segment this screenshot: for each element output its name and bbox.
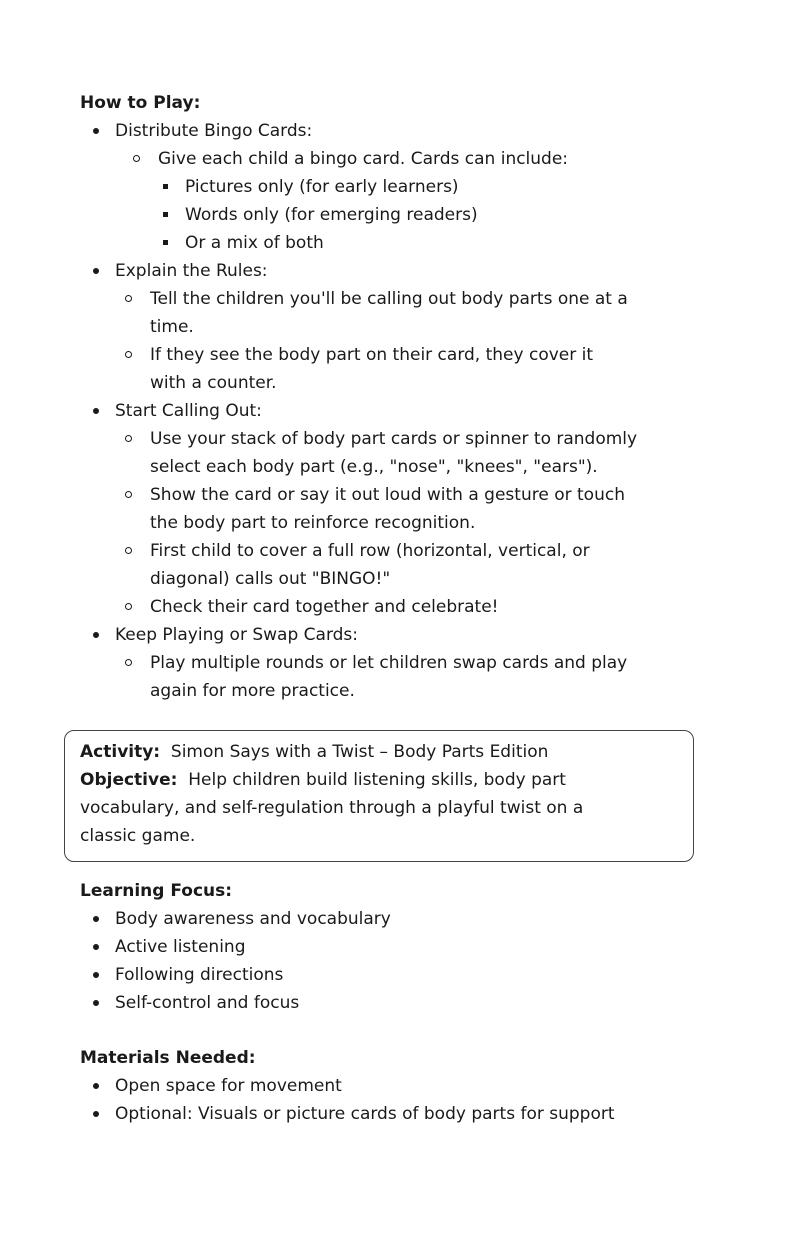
section-bullet: Explain the Rules: — [115, 257, 268, 285]
objective-line: classic game. — [80, 826, 196, 846]
sub-bullet-line: time. — [150, 317, 194, 337]
sub-bullet-line: Give each child a bingo card. Cards can include: — [158, 145, 568, 173]
section-bullet: Keep Playing or Swap Cards: — [115, 621, 358, 649]
objective-text: Help children build listening skills, body part — [188, 770, 566, 790]
sub-bullet-line: the body part to reinforce recognition. — [150, 513, 476, 533]
sub-bullet-line: Show the card or say it out loud with a gesture or touch — [150, 481, 625, 509]
activity-box — [64, 730, 694, 862]
learning-focus-heading: Learning Focus: — [80, 881, 233, 901]
sub-bullet-line: Use your stack of body part cards or spinner to randomly — [150, 425, 637, 453]
sub-bullet-line: Tell the children you'll be calling out body parts one at a — [150, 285, 628, 313]
sub-bullet-line: If they see the body part on their card, they cover it — [150, 341, 593, 369]
how-to-play-heading: How to Play: — [80, 93, 201, 113]
sub-sub-bullet: Or a mix of both — [185, 229, 324, 257]
objective-line: vocabulary, and self-regulation through a playful twist on a — [80, 798, 584, 818]
sub-bullet-line: select each body part (e.g., "nose", "knees", "ears"). — [150, 457, 598, 477]
list-item: Body awareness and vocabulary — [115, 905, 391, 933]
section-bullet: Distribute Bingo Cards: — [115, 117, 312, 145]
sub-bullet-line: diagonal) calls out "BINGO!" — [150, 569, 391, 589]
list-item: Following directions — [115, 961, 283, 989]
sub-bullet-line: with a counter. — [150, 373, 277, 393]
sub-bullet-line: again for more practice. — [150, 681, 355, 701]
list-item: Optional: Visuals or picture cards of body parts for support — [115, 1100, 615, 1128]
sub-bullet-line: Check their card together and celebrate! — [150, 593, 498, 621]
sub-sub-bullet: Pictures only (for early learners) — [185, 173, 459, 201]
list-item: Self-control and focus — [115, 989, 299, 1017]
list-item: Active listening — [115, 933, 245, 961]
list-item: Open space for movement — [115, 1072, 342, 1100]
objective-label: Objective: — [80, 770, 178, 790]
activity-label: Activity: — [80, 742, 161, 762]
sub-bullet-line: First child to cover a full row (horizontal, vertical, or — [150, 537, 590, 565]
activity-value: Simon Says with a Twist – Body Parts Edition — [170, 742, 549, 762]
sub-sub-bullet: Words only (for emerging readers) — [185, 201, 478, 229]
section-bullet: Start Calling Out: — [115, 397, 262, 425]
materials-heading: Materials Needed: — [80, 1048, 256, 1068]
sub-bullet-line: Play multiple rounds or let children swap cards and play — [150, 649, 627, 677]
